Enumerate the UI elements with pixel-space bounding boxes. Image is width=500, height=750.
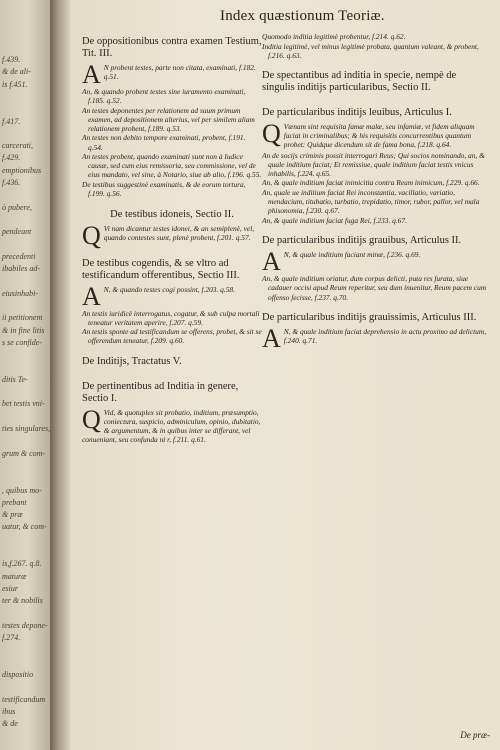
drop-cap-initial: A (262, 247, 281, 277)
index-entry-with-initial (262, 247, 490, 277)
index-entry-with-initial (82, 60, 262, 89)
drop-cap-initial: A (262, 324, 281, 354)
facing-page-fragment: ii petitionem (2, 313, 43, 323)
index-entry: An testes probent, quando examinati sunt non à Iudice causæ, sed cum eius remissoria, seu commissione, vel de eius mandato, vel sine, à Notario, siue ab alio, f.196. q.55. (82, 152, 262, 180)
section-title: De particularibus inditijs grauibus, Articulus II. (262, 235, 462, 247)
index-entry: An testes non debito tempore examinati, probent, f.191. q.54. (82, 133, 246, 152)
drop-cap-initial: Q (82, 405, 101, 434)
index-entry: An, & quale inditium faciat inimicitia contra Reum inimicum, f.229. q.66. (262, 178, 480, 188)
facing-page-fragment: f.439. (2, 55, 21, 64)
facing-page-fragment: f.274. (2, 633, 21, 643)
facing-page-fragment: , quibus mo- (2, 485, 42, 495)
facing-page-fragment: ibabiles ad- (2, 264, 40, 274)
facing-page-fragment: ties singulares, (2, 424, 50, 433)
facing-page-fragment: precedenti (2, 251, 36, 261)
facing-page-fragment: emptionibus (2, 165, 42, 175)
facing-page-fragment: pendeant (2, 227, 32, 237)
drop-cap-initial: A (82, 60, 101, 89)
index-entry: An, & quale inditium oriatur, dum corpus delicti, puta res furata, siue cadauer occisi apud Reum reperitur, seu dum inuenitur, Reum pacem cum offenso fecisse, f.237. q.70. (262, 274, 487, 302)
facing-page-fragment: dispositio (2, 670, 34, 679)
facing-page-fragment: maturæ (2, 571, 27, 581)
facing-page-fragment: ditis Te- (2, 374, 28, 384)
index-entry: An testis sponte ad testificandum se offerens, probet, & sit se offerendum teneatur, f.209. q.60. (82, 327, 262, 346)
facing-page-fragment: is,f.267. q.8. (2, 559, 42, 569)
facing-page-fragment: carcerati, (2, 141, 34, 151)
index-entry: An testes deponentes per relationem ad suum primum examen, ad depositionem alterius, vel per similem aliam relationem probent, f.189. q.53. (82, 105, 255, 133)
section-title: De oppositionibus contra examen Testium, Tit. III. (82, 36, 262, 59)
facing-page-fragment: f.436. (2, 178, 21, 187)
section-title: De testibus idoneis, Sectio II. (110, 208, 234, 220)
facing-page-fragment: prebant (2, 497, 27, 507)
drop-cap-initial: Q (262, 119, 281, 149)
index-entry-with-initial (82, 405, 262, 445)
section-title: De spectantibus ad inditia in specie, nempè de singulis inditijs particularibus, Sectio II. (262, 70, 457, 94)
facing-page-fragment: esiur (2, 583, 18, 593)
index-entry: An de socijs criminis possit interrogari Reus; Qui socios nominando, an, & quale inditium faciat; Et remissiue, quale inditium faciat testis vnicus inhabilis, f.224. q.65. (262, 150, 485, 178)
facing-page-fragment: testificandum (2, 694, 46, 704)
index-entry: An, quale ue inditium faciat Rei inconstantia, vacillatio, variatio, mendacium, titubatio, turbatio, trepidatio, timor, rubor, pallor, vel mala phisonomia, f.230. q.67. (262, 187, 480, 216)
facing-page-fragment: ò pubere, (2, 202, 32, 212)
section-title: De pertinentibus ad Inditia in genere, Sectio I. (82, 381, 239, 404)
facing-page-fragment: s se confide- (2, 337, 42, 347)
facing-page-fragment: ibus (2, 706, 16, 716)
left-column (82, 32, 262, 451)
right-column (262, 32, 490, 357)
facing-page-fragment: eiusinhabi- (2, 288, 38, 298)
page-header: Index quæstionum Teoriæ. (220, 8, 385, 24)
index-entry-text: N probent testes, parte non citata, examinati, f.182. q.51. (103, 63, 256, 82)
index-entry-text: N, & quale inditium faciat deprehensio in actu proximo ad delictum, f.240. q.71. (283, 327, 487, 346)
index-entry: Inditia legitimè, vel minus legitimè probata, quantum valeant, & probent, f.216. q.63. (262, 41, 479, 60)
section-title: De particularibus inditijs leuibus, Articulus I. (262, 107, 452, 119)
facing-page-edge (0, 0, 50, 750)
facing-page-fragment: & de ali- (2, 67, 31, 77)
section-title: De particularibus inditijs grauissimis, Articulus III. (262, 312, 477, 324)
section-title: De Inditijs, Tractatus V. (82, 356, 182, 367)
index-entry-text: Vi nam dicantur testes idonei, & an semiplenè, vel, quando contestes sunt, plenè probent, f.201. q.57. (103, 223, 255, 242)
facing-page-fragment: ter & nobilis (2, 596, 43, 606)
index-entry-text: Vænam sint requisita famæ malæ, seu infamiæ, vt fidem aliquam faciat in criminalibus; & his requisitis concurrentibus quantum probet: Quidque dicendum sit de fama bona, f.218. q.64. (283, 122, 475, 150)
facing-page-fragment: uatur, & com- (2, 522, 47, 532)
facing-page-fragment: & præ (2, 510, 23, 520)
drop-cap-initial: Q (82, 220, 101, 250)
facing-page-fragment: & in fine litis (2, 325, 45, 335)
section-title: De testibus cogendis, & se vltro ad testificandum offerentibus, Sectio III. (82, 257, 240, 281)
book-gutter (50, 0, 70, 750)
index-entry: An, & quando probent testes sine iuramento examinati, f.185. q.52. (82, 87, 246, 106)
drop-cap-initial: A (82, 281, 101, 311)
index-entry-with-initial (262, 324, 490, 354)
facing-page-fragment: grum & com- (2, 448, 46, 458)
index-entry-with-initial (262, 119, 490, 150)
facing-page-fragment: f.429. (2, 153, 21, 163)
facing-page-fragment: & de (2, 719, 18, 729)
index-entry: De testibus suggestinè examinatis, & de eorum tortura, f.199. q.56. (82, 179, 246, 199)
book-page (70, 0, 500, 750)
facing-page-fragment: testes depone- (2, 620, 48, 630)
index-entry: Quomodo inditia legitimè probentur, f.214. q.62. (262, 32, 406, 41)
index-entry-with-initial (82, 220, 262, 250)
index-entry-text: Vid, & quotuplex sit probatio, inditium, præsumptio, coniectura, suspicio, adminiculum, opinio, dubitatio, & argumentum, & in quibus inter se differant, vel conueniant, seu confunda ni r, f.211. q.61. (82, 408, 261, 445)
index-entry: An testis iuridicè interrogatus, cogatur, & sub culpa mortali teneatur veritatem aperire, f.207. q.59. (82, 308, 260, 327)
index-entry-with-initial (82, 281, 262, 311)
catchword: De præ- (460, 730, 490, 740)
facing-page-fragment: bet testis vni- (2, 399, 45, 409)
index-entry-text: N, & quale inditium faciant minæ, f.236. q.69. (283, 250, 421, 260)
facing-page-fragment: is f.451. (2, 79, 28, 89)
facing-page-fragment: f.417. (2, 116, 21, 126)
index-entry: An, & quale inditium faciat fuga Rei, f.233. q.67. (262, 215, 407, 225)
index-entry-text: N, & quando testes cogi possint, f.203. q.58. (103, 284, 235, 294)
